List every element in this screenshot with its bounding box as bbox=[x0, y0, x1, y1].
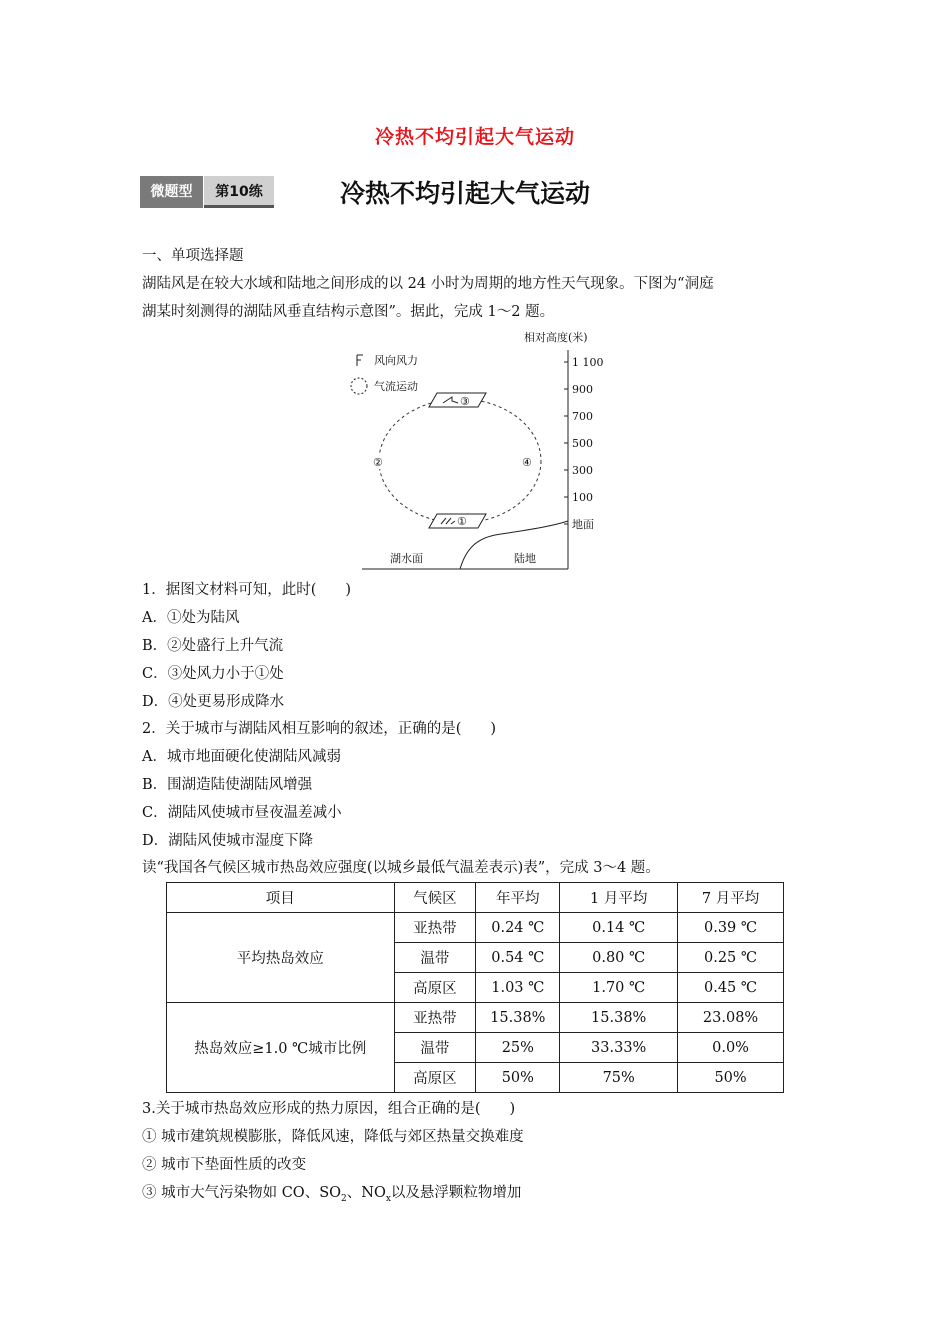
group-label-avg-effect: 平均热岛效应 bbox=[167, 913, 395, 1003]
q2-stem: 2．关于城市与湖陆风相互影响的叙述，正确的是( ) bbox=[142, 721, 497, 737]
so2-subscript: 2 bbox=[341, 1193, 347, 1204]
q1-stem: 1．据图文材料可知，此时( ) bbox=[142, 582, 352, 598]
airflow-legend-icon bbox=[351, 378, 367, 394]
table-cell: 15.38% bbox=[560, 1003, 678, 1033]
q3-stem: 3.关于城市热岛效应形成的热力原因，组合正确的是( ) bbox=[142, 1101, 516, 1117]
table-cell: 0.24 ℃ bbox=[476, 913, 560, 943]
table-cell: 1.70 ℃ bbox=[560, 973, 678, 1003]
land-label: 陆地 bbox=[514, 552, 536, 565]
legend-airflow: 气流运动 bbox=[374, 380, 418, 393]
q2-option-d: D．湖陆风使城市湿度下降 bbox=[142, 833, 314, 849]
table-cell: 0.25 ℃ bbox=[678, 943, 784, 973]
q3-item-3-text-a: ③ 城市大气污染物如 CO、SO bbox=[142, 1185, 342, 1201]
table-cell: 亚热带 bbox=[394, 913, 476, 943]
label-point-4: ④ bbox=[522, 456, 532, 469]
q1-option-c: C．③处风力小于①处 bbox=[142, 666, 284, 682]
banner-title: 冷热不均引起大气运动 bbox=[340, 179, 591, 208]
table-header: 年平均 bbox=[476, 883, 560, 913]
q2-option-a: A．城市地面硬化使湖陆风减弱 bbox=[142, 749, 341, 765]
tag-question-type: 微题型 bbox=[140, 176, 203, 208]
tick-700: 700 bbox=[572, 410, 593, 423]
table-cell: 高原区 bbox=[394, 973, 476, 1003]
q2-option-b: B．围湖造陆使湖陆风增强 bbox=[142, 777, 313, 793]
table-cell: 高原区 bbox=[394, 1063, 476, 1093]
q3-item-1: ① 城市建筑规模膨胀，降低风速，降低与郊区热量交换难度 bbox=[142, 1129, 524, 1145]
table-cell: 50% bbox=[678, 1063, 784, 1093]
table-cell: 亚热带 bbox=[394, 1003, 476, 1033]
tick-900: 900 bbox=[572, 383, 593, 396]
intro-line-1: 湖陆风是在较大水域和陆地之间形成的以 24 小时为周期的地方性天气现象。下图为“洞庭 bbox=[142, 276, 714, 292]
tag-exercise-number: 第10练 bbox=[204, 176, 274, 208]
table-cell: 0.80 ℃ bbox=[560, 943, 678, 973]
table-cell: 0.39 ℃ bbox=[678, 913, 784, 943]
nox-subscript: x bbox=[385, 1193, 391, 1204]
q3-item-2: ② 城市下垫面性质的改变 bbox=[142, 1157, 307, 1173]
intro-line-2: 湖某时刻测得的湖陆风垂直结构示意图”。据此，完成 1～2 题。 bbox=[142, 304, 555, 320]
group-label-city-ratio: 热岛效应≥1.0 ℃城市比例 bbox=[167, 1003, 395, 1093]
table-row bbox=[167, 1003, 784, 1033]
q3-item-3-text-b: 、NO bbox=[346, 1185, 386, 1201]
y-axis-title: 相对高度(米) bbox=[524, 331, 588, 344]
q3-item-3-text-c: 以及悬浮颗粒物增加 bbox=[390, 1185, 522, 1201]
table-cell: 0.45 ℃ bbox=[678, 973, 784, 1003]
table-cell: 33.33% bbox=[560, 1033, 678, 1063]
table-cell: 温带 bbox=[394, 1033, 476, 1063]
table-cell: 23.08% bbox=[678, 1003, 784, 1033]
table-cell: 0.14 ℃ bbox=[560, 913, 678, 943]
q1-option-d: D．④处更易形成降水 bbox=[142, 694, 285, 710]
tick-300: 300 bbox=[572, 464, 593, 477]
title-banner bbox=[140, 176, 680, 208]
document-red-title: 冷热不均引起大气运动 bbox=[374, 126, 575, 148]
table-header: 气候区 bbox=[394, 883, 476, 913]
wind-flag-icon bbox=[357, 355, 363, 366]
tick-1100: 1 100 bbox=[572, 356, 604, 369]
table-intro: 读“我国各气候区城市热岛效应强度(以城乡最低气温差表示)表”，完成 3～4 题。 bbox=[142, 860, 660, 876]
heat-island-table bbox=[166, 882, 784, 1093]
q2-option-c: C．湖陆风使城市昼夜温差减小 bbox=[142, 805, 342, 821]
tag-underline bbox=[204, 205, 274, 208]
lake-surface-label: 湖水面 bbox=[390, 552, 423, 565]
table-cell: 15.38% bbox=[476, 1003, 560, 1033]
table-header: 1 月平均 bbox=[560, 883, 678, 913]
table-cell: 温带 bbox=[394, 943, 476, 973]
tick-ground: 地面 bbox=[572, 518, 594, 531]
table-cell: 75% bbox=[560, 1063, 678, 1093]
table-row bbox=[167, 913, 784, 943]
legend-wind: 风向风力 bbox=[374, 354, 418, 367]
tick-100: 100 bbox=[572, 491, 593, 504]
label-point-2: ② bbox=[373, 456, 383, 469]
table-cell: 0.0% bbox=[678, 1033, 784, 1063]
section-heading: 一、单项选择题 bbox=[142, 248, 244, 264]
upper-box bbox=[429, 393, 486, 407]
circulation-loop bbox=[379, 399, 541, 523]
table-cell: 25% bbox=[476, 1033, 560, 1063]
table-cell: 1.03 ℃ bbox=[476, 973, 560, 1003]
q3-item-3 bbox=[142, 1181, 521, 1204]
table-header: 项目 bbox=[167, 883, 395, 913]
q1-option-a: A．①处为陆风 bbox=[142, 610, 240, 626]
lake-land-breeze-diagram bbox=[340, 325, 610, 570]
q1-option-b: B．②处盛行上升气流 bbox=[142, 638, 284, 654]
tick-500: 500 bbox=[572, 437, 593, 450]
label-point-3: ③ bbox=[460, 395, 470, 408]
table-header: 7 月平均 bbox=[678, 883, 784, 913]
label-point-1: ① bbox=[457, 515, 467, 528]
table-cell: 0.54 ℃ bbox=[476, 943, 560, 973]
table-cell: 50% bbox=[476, 1063, 560, 1093]
table-header-row bbox=[167, 883, 784, 913]
